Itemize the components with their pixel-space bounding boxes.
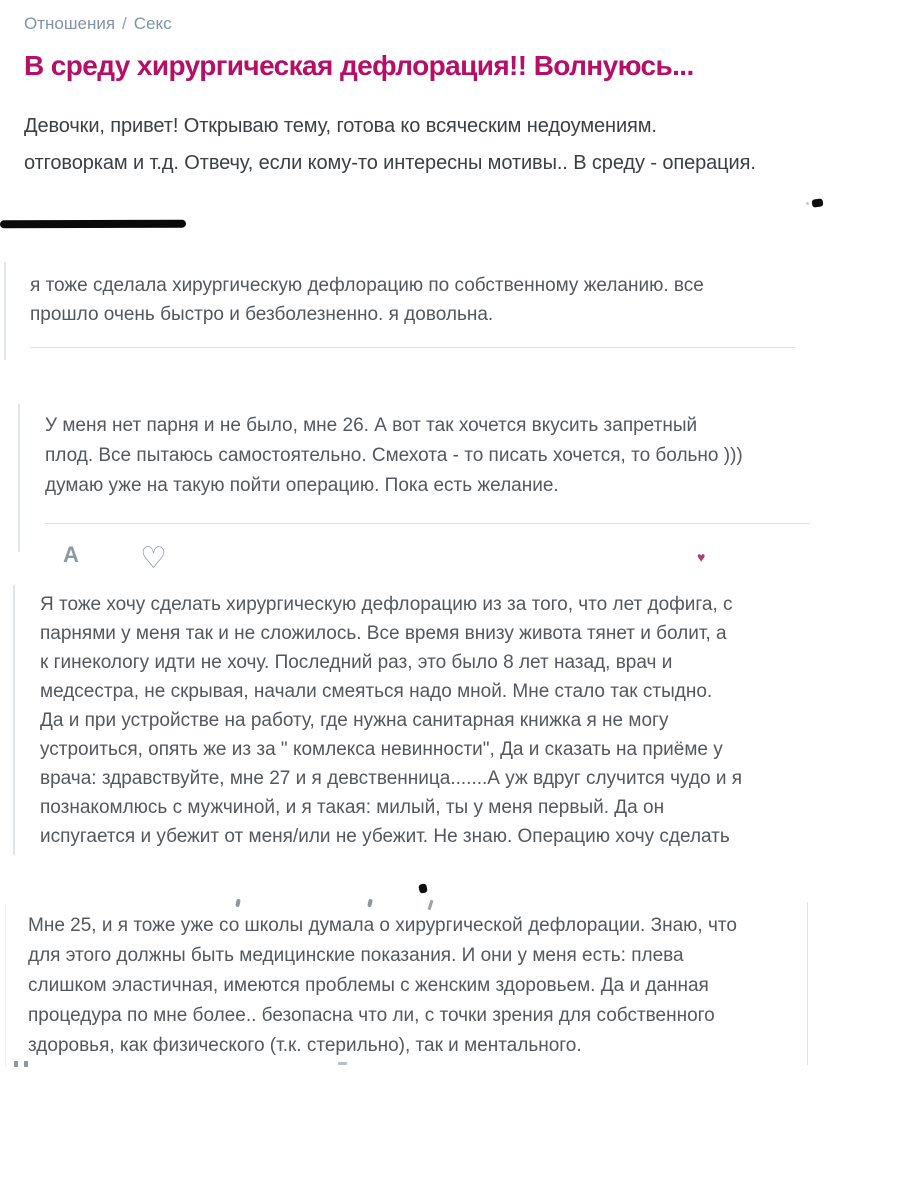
cut-text-remnant: [24, 1061, 28, 1067]
cut-text-remnant: [428, 900, 434, 910]
text-line: здоровья, как физического (т.к. стерильно), так и ментального.: [28, 1035, 582, 1056]
text-line: Девочки, привет! Открываю тему, готова ко всяческим недоумениям.: [24, 115, 657, 137]
breadcrumb-separator: /: [122, 14, 127, 33]
text-line: слишком эластичная, имеются проблемы с женским здоровьем. Да и данная: [28, 975, 709, 996]
heart-icon[interactable]: ♥: [697, 549, 706, 565]
quote-border: [13, 585, 15, 855]
text-line: парнями у меня так и не сложилось. Все время внизу живота тянет и болит, а: [40, 623, 727, 644]
text-line: У меня нет парня и не было, мне 26. А вот так хочется вкусить запретный: [45, 415, 698, 436]
cut-text-remnant: [235, 899, 241, 908]
text-line: Мне 25, и я тоже уже со школы думала о хирургической дефлорации. Знаю, что: [28, 915, 737, 936]
text-line: Я тоже хочу сделать хирургическую дефлорацию из за того, что лет дофига, с: [40, 594, 733, 615]
text-line: для этого должны быть медицинские показания. И они у меня есть: плева: [28, 945, 684, 966]
cut-text-remnant: [367, 899, 373, 908]
text-line: Да и при устройстве на работу, где нужна санитарная книжка я не могу: [40, 710, 669, 731]
cut-text-remnant: [14, 1061, 18, 1067]
quote-border-right: [807, 902, 808, 1065]
redaction-bar: [0, 220, 186, 229]
ink-blot: [418, 883, 428, 893]
comment-text: [28, 911, 737, 1061]
text-line: устроиться, опять же из за " комлекса невинности", Да и сказать на приёме у: [40, 739, 723, 760]
comment-text: [30, 271, 704, 329]
page-title: В среду хирургическая дефлорация!! Волнуюсь...: [24, 50, 694, 81]
comment-actions-row: [0, 542, 924, 575]
text-line: испугается и убежит от меня/или не убежит. Не знаю. Операцию хочу сделать: [40, 826, 730, 847]
topic-intro-text: [24, 108, 756, 182]
comment-text: [40, 590, 742, 851]
comment-text: [45, 411, 743, 501]
ink-smudge: [811, 198, 823, 207]
breadcrumb-link-category[interactable]: Отношения: [24, 14, 116, 33]
breadcrumb: [24, 14, 172, 34]
text-line: к гинекологу идти не хочу. Последний раз, это было 8 лет назад, врач и: [40, 652, 673, 673]
text-line: врача: здравствуйте, мне 27 и я девственница.......А уж вдруг случится чудо и я: [40, 768, 743, 789]
comment-divider: [30, 347, 796, 348]
ink-speck: [806, 202, 809, 205]
breadcrumb-link-subcategory[interactable]: Секс: [133, 14, 172, 33]
cut-text-remnant: [338, 1062, 347, 1065]
heart-outline-icon[interactable]: ♡: [140, 542, 167, 575]
text-line: отговоркам и т.д. Отвечу, если кому-то интересны мотивы.. В среду - операция.: [24, 152, 756, 174]
text-line: прошло очень быстро и безболезненно. я довольна.: [30, 304, 494, 325]
text-line: медсестра, не скрывая, начали смеяться надо мной. Мне стало так стыдно.: [40, 681, 713, 702]
avatar-icon[interactable]: А: [63, 542, 79, 567]
text-line: познакомлюсь с мужчиной, и я такая: милый, ты у меня первый. Да он: [40, 797, 665, 818]
quote-border: [18, 404, 20, 552]
text-line: думаю уже на такую пойти операцию. Пока есть желание.: [45, 475, 559, 496]
quote-border: [4, 262, 6, 360]
quote-border-left: [5, 905, 6, 1067]
text-line: плод. Все пытаюсь самостоятельно. Смехота - то писать хочется, то больно ))): [45, 445, 743, 466]
text-line: процедура по мне более.. безопасна что ли, с точки зрения для собственного: [28, 1005, 715, 1026]
comment-divider: [44, 523, 810, 524]
text-line: я тоже сделала хирургическую дефлорацию по собственному желанию. все: [30, 275, 704, 296]
